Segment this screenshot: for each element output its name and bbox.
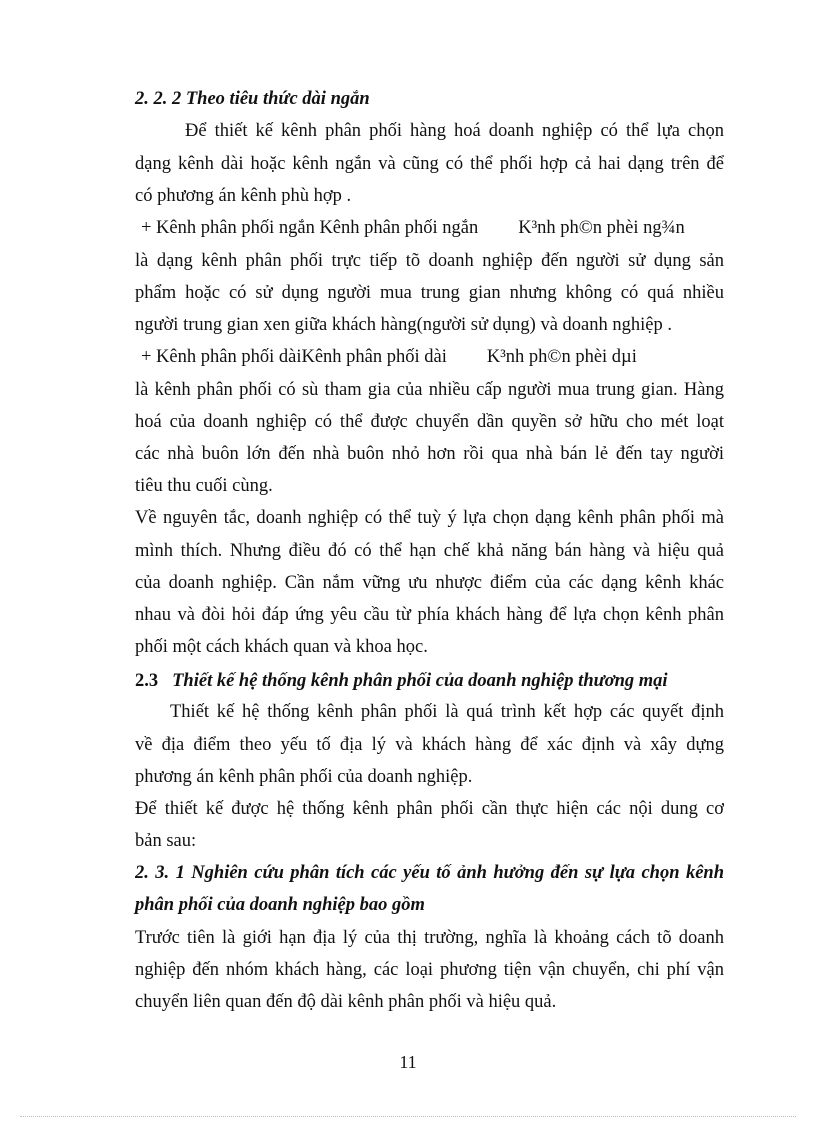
paragraph-line: có phương án kênh phù hợp . xyxy=(135,186,352,206)
paragraph-line: chuyển liên quan đến độ dài kênh phân phối và hiệu quả. xyxy=(135,992,557,1012)
paragraph-line: phương án kênh phân phối của doanh nghiệp. xyxy=(135,767,473,787)
paragraph-line: nghiệp đến nhóm khách hàng, các loại phương tiện vận chuyển, chi phí vận xyxy=(135,960,724,980)
paragraph-line: Để thiết kế kênh phân phối hàng hoá doanh nghiệp có thể lựa chọn xyxy=(185,121,724,141)
paragraph-line: dạng kênh dài hoặc kênh ngắn và cũng có thể phối hợp cả hai dạng trên để xyxy=(135,154,724,174)
paragraph-line: người trung gian xen giữa khách hàng(người sử dụng) và doanh nghiệp . xyxy=(135,315,672,335)
paragraph-line: là dạng kênh phân phối trực tiếp tõ doanh nghiệp đến người sử dụng sản xyxy=(135,251,724,271)
encoding-artifact-text: K³nh ph©n phèi dµi xyxy=(486,347,637,367)
paragraph-line: bản sau: xyxy=(135,831,197,851)
paragraph-line: của doanh nghiệp. Cần nắm vững ưu nhược điểm của các dạng kênh khác xyxy=(135,573,724,593)
paragraph-line: Để thiết kế được hệ thống kênh phân phối cần thực hiện các nội dung cơ xyxy=(135,799,724,819)
paragraph-line: là kênh phân phối có sù tham gia của nhiều cấp người mua trung gian. Hàng xyxy=(135,380,724,400)
paragraph-line: mình thích. Nhưng điều đó có thể hạn chế khả năng bán hàng và hiệu quả xyxy=(135,541,724,561)
section-heading-2-3-1-cont: phân phối của doanh nghiệp bao gồm xyxy=(135,895,425,915)
bullet-long-channel xyxy=(141,346,730,368)
bullet-text: + Kênh phân phối ngắn Kênh phân phối ngắn xyxy=(141,218,479,238)
bullet-text: + Kênh phân phối dàiKênh phân phối dài xyxy=(141,347,447,367)
page-border-line xyxy=(20,1116,796,1117)
section-heading-2-3 xyxy=(135,670,724,692)
paragraph-line: các nhà buôn lớn đến nhà buôn nhỏ hơn rồi qua nhà bán lẻ đến tay người xyxy=(135,444,724,464)
page-number: 11 xyxy=(399,1052,417,1072)
section-heading-2-2-2: 2. 2. 2 Theo tiêu thức dài ngắn xyxy=(135,89,370,109)
paragraph-line: Thiết kế hệ thống kênh phân phối là quá trình kết hợp các quyết định xyxy=(170,702,724,722)
paragraph-line: nhau và đòi hỏi đáp ứng yêu cầu từ phía khách hàng để lựa chọn kênh phân xyxy=(135,605,724,625)
encoding-artifact-text: K³nh ph©n phèi ng¾n xyxy=(518,218,685,238)
paragraph-line: Về nguyên tắc, doanh nghiệp có thể tuỳ ý lựa chọn dạng kênh phân phối mà xyxy=(135,508,724,528)
section-heading-2-3-1: 2. 3. 1 Nghiên cứu phân tích các yếu tố ảnh hưởng đến sự lựa chọn kênh xyxy=(135,863,724,883)
paragraph-line: phối một cách khách quan và khoa học. xyxy=(135,637,428,657)
bullet-short-channel xyxy=(141,217,730,239)
paragraph-line: tiêu thu cuối cùng. xyxy=(135,476,273,496)
paragraph-line: phẩm hoặc có sử dụng người mua trung gian nhưng không có quá nhiều xyxy=(135,283,724,303)
section-number: 2.3 xyxy=(135,671,159,691)
paragraph-line: Trước tiên là giới hạn địa lý của thị trường, nghĩa là khoảng cách tõ doanh xyxy=(135,928,724,948)
section-title: Thiết kế hệ thống kênh phân phối của doanh nghiệp thương mại xyxy=(172,671,668,691)
paragraph-line: hoá của doanh nghiệp có thể được chuyển dần quyền sở hữu cho mét loạt xyxy=(135,412,724,432)
paragraph-line: về địa điểm theo yếu tố địa lý và khách hàng để xác định và xây dựng xyxy=(135,735,724,755)
